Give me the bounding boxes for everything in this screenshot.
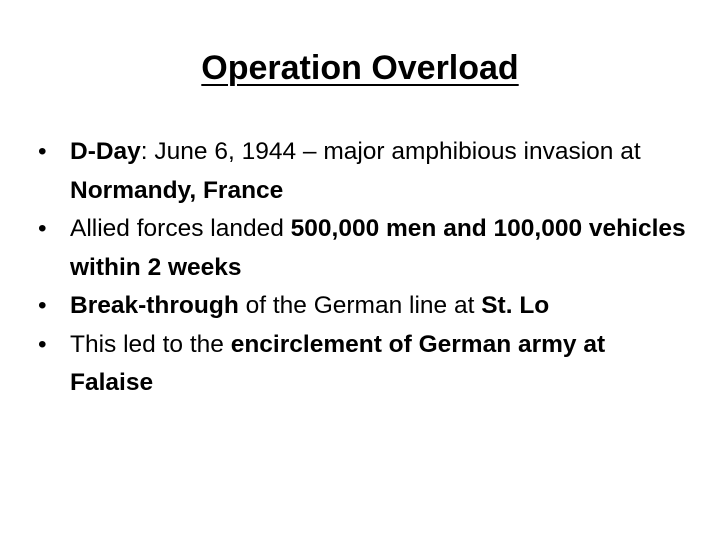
bullet-text-bold: St. Lo: [481, 292, 550, 319]
slide-title-text: Operation Overload: [201, 49, 519, 87]
bullet-item: [38, 287, 688, 326]
bullet-text-bold: 500,000 men and 100,000 vehicles within 2 weeks: [70, 215, 686, 281]
bullet-item: [38, 326, 688, 403]
bullet-text-bold: Normandy, France: [70, 176, 284, 204]
bullet-list: [38, 133, 688, 403]
bullet-item: [38, 210, 688, 287]
bullet-text-bold: Break-through: [70, 292, 239, 319]
bullet-text: Allied forces landed: [70, 215, 291, 242]
bullet-text: of the German line at: [238, 292, 482, 319]
bullet-item: [38, 133, 688, 210]
bullet-text: : June 6, 1944 – major amphibious invasion at: [140, 138, 641, 165]
bullet-text: This led to the: [70, 330, 231, 358]
bullet-text-bold: D-Day: [70, 138, 141, 165]
bullet-text-bold: encirclement of German army at Falaise: [70, 330, 606, 396]
slide-title: [0, 42, 720, 94]
